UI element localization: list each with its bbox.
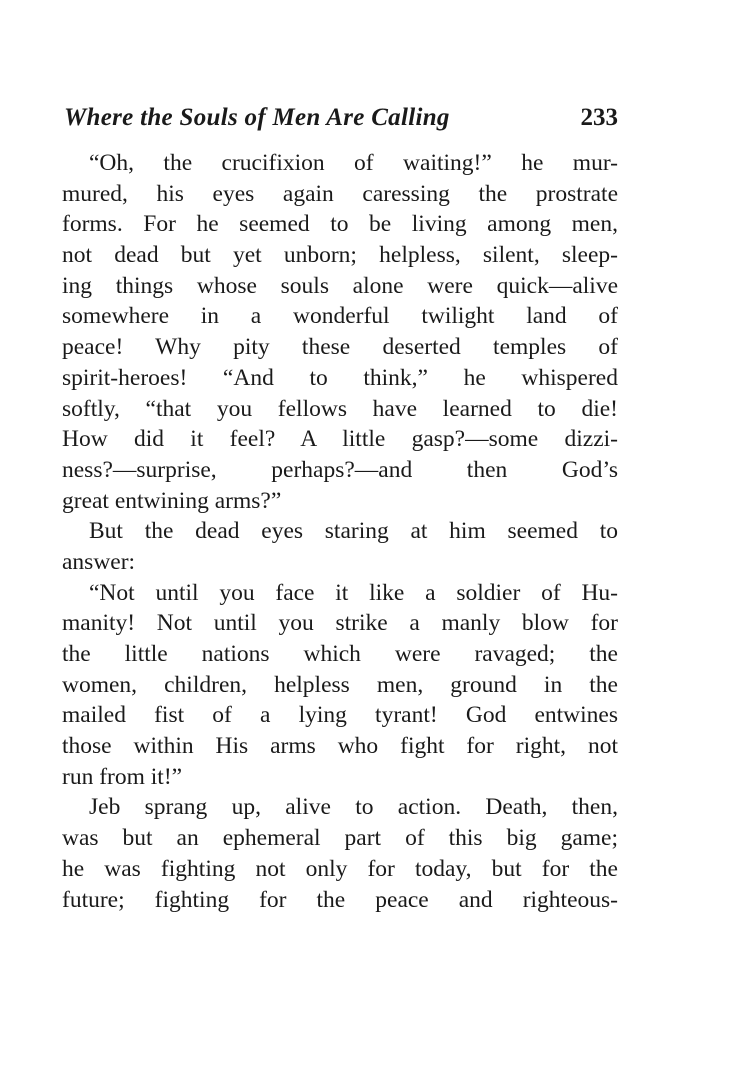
text-line: was but an ephemeral part of this big game; xyxy=(62,825,618,852)
text-line: “Oh, the crucifixion of waiting!” he mur- xyxy=(89,150,618,176)
text-line: spirit-heroes! “And to think,” he whispered xyxy=(62,364,618,391)
text-line: mured, his eyes again caressing the prostrate xyxy=(62,180,618,207)
text-line: peace! Why pity these deserted temples of xyxy=(62,334,618,361)
text-line: those within His arms who fight for right, not xyxy=(62,733,618,760)
book-page xyxy=(62,98,618,915)
text-line: answer: xyxy=(62,548,136,575)
text-line: mailed fist of a lying tyrant! God entwines xyxy=(62,702,618,729)
body-text xyxy=(62,148,618,915)
page-number: 233 xyxy=(580,104,618,131)
text-line: ness?—surprise, perhaps?—and then God’s xyxy=(62,456,618,483)
text-line: ing things whose souls alone were quick—alive xyxy=(62,272,618,299)
running-head xyxy=(62,98,618,138)
text-line: manity! Not until you strike a manly blow for xyxy=(62,610,618,637)
running-title: Where the Souls of Men Are Calling xyxy=(64,104,450,131)
text-line: women, children, helpless men, ground in the xyxy=(62,671,618,698)
text-line: somewhere in a wonderful twilight land of xyxy=(62,303,618,330)
text-line: not dead but yet unborn; helpless, silent, sleep- xyxy=(62,242,618,269)
text-line: future; fighting for the peace and righteous- xyxy=(62,886,618,913)
text-line: the little nations which were ravaged; the xyxy=(62,641,618,667)
text-line: “Not until you face it like a soldier of Hu- xyxy=(89,579,618,606)
text-line: run from it!” xyxy=(62,763,183,790)
text-line: great entwining arms?” xyxy=(62,487,282,514)
text-line: Jeb sprang up, alive to action. Death, then, xyxy=(89,794,618,821)
text-line: softly, “that you fellows have learned to die! xyxy=(62,395,618,422)
text-line: he was fighting not only for today, but for the xyxy=(62,855,618,882)
text-line: forms. For he seemed to be living among men, xyxy=(62,211,618,238)
text-line: How did it feel? A little gasp?—some dizzi- xyxy=(62,426,618,453)
text-line: But the dead eyes staring at him seemed to xyxy=(89,518,618,545)
